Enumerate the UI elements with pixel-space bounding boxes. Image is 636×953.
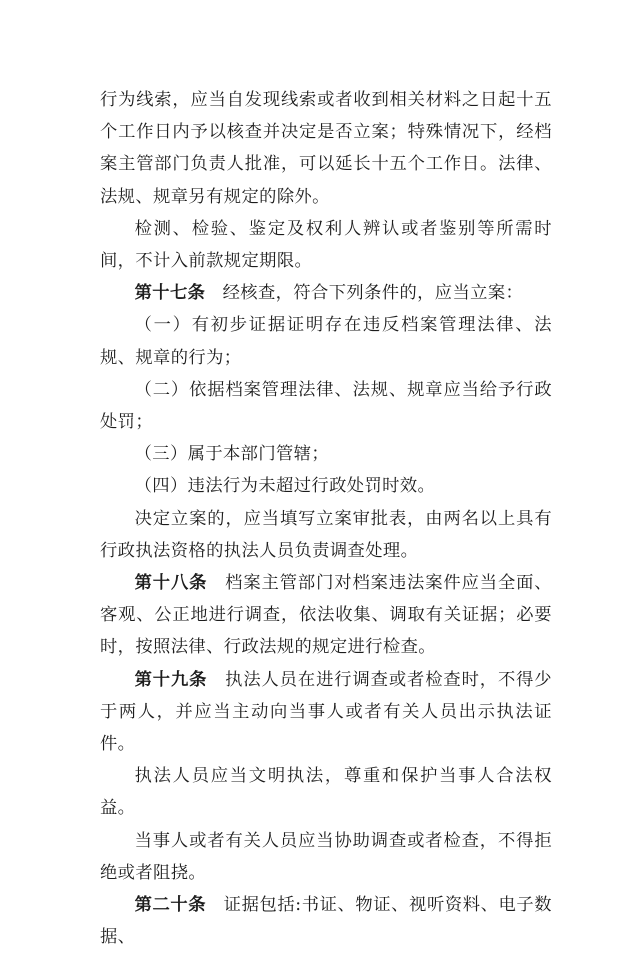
condition-item-3 [100, 438, 552, 470]
paragraph-text: 检测、检验、鉴定及权利人辨认或者鉴别等所需时间，不计入前款规定期限。 [100, 218, 552, 272]
paragraph-text: （二）依据档案管理法律、法规、规章应当给予行政处罚； [100, 379, 552, 433]
condition-item-4 [100, 470, 552, 502]
paragraph-2 [100, 213, 552, 277]
document-body [100, 84, 552, 953]
paragraph-cooperation [100, 825, 552, 889]
paragraph-text: 经核查，符合下列条件的，应当立案： [222, 283, 524, 304]
paragraph-text: 证据包括:书证、物证、视听资料、电子数据、 [100, 895, 552, 948]
article-number: 第十九条 [134, 669, 208, 690]
paragraph-civil-enforcement [100, 760, 552, 824]
paragraph-text: （三）属于本部门管辖； [134, 444, 330, 465]
article-number: 第十八条 [134, 573, 208, 594]
article-19-paragraph [100, 664, 552, 761]
paragraph-1 [100, 84, 552, 213]
article-number: 第十七条 [134, 283, 206, 304]
article-18-paragraph [100, 567, 552, 664]
paragraph-text: 决定立案的，应当填写立案审批表，由两名以上具有行政执法资格的执法人员负责调查处理。 [100, 508, 552, 561]
paragraph-filing-decision [100, 503, 552, 567]
paragraph-text: 当事人或者有关人员应当协助调查或者检查，不得拒绝或者阻挠。 [100, 830, 552, 883]
condition-item-1 [100, 309, 552, 373]
article-20-paragraph [100, 889, 552, 953]
article-17-paragraph [100, 277, 552, 309]
paragraph-text: 执法人员在进行调查或者检查时，不得少于两人，并应当主动向当事人或者有关人员出示执法证件。 [100, 669, 552, 755]
paragraph-text: （一）有初步证据证明存在违反档案管理法律、法规、规章的行为； [100, 315, 552, 368]
paragraph-text: （四）违法行为未超过行政处罚时效。 [134, 476, 436, 497]
paragraph-text: 行为线索，应当自发现线索或者收到相关材料之日起十五个工作日内予以核查并决定是否立案；特殊情况下，经档案主管部门负责人批准，可以延长十五个工作日。法律、法规、规章另有规定的除外。 [100, 90, 552, 207]
article-number: 第二十条 [134, 895, 207, 916]
condition-item-2 [100, 374, 552, 438]
paragraph-text: 档案主管部门对档案违法案件应当全面、客观、公正地进行调查，依法收集、调取有关证据；必要时，按照法律、行政法规的规定进行检查。 [100, 573, 552, 658]
paragraph-text: 执法人员应当文明执法，尊重和保护当事人合法权益。 [100, 766, 552, 819]
